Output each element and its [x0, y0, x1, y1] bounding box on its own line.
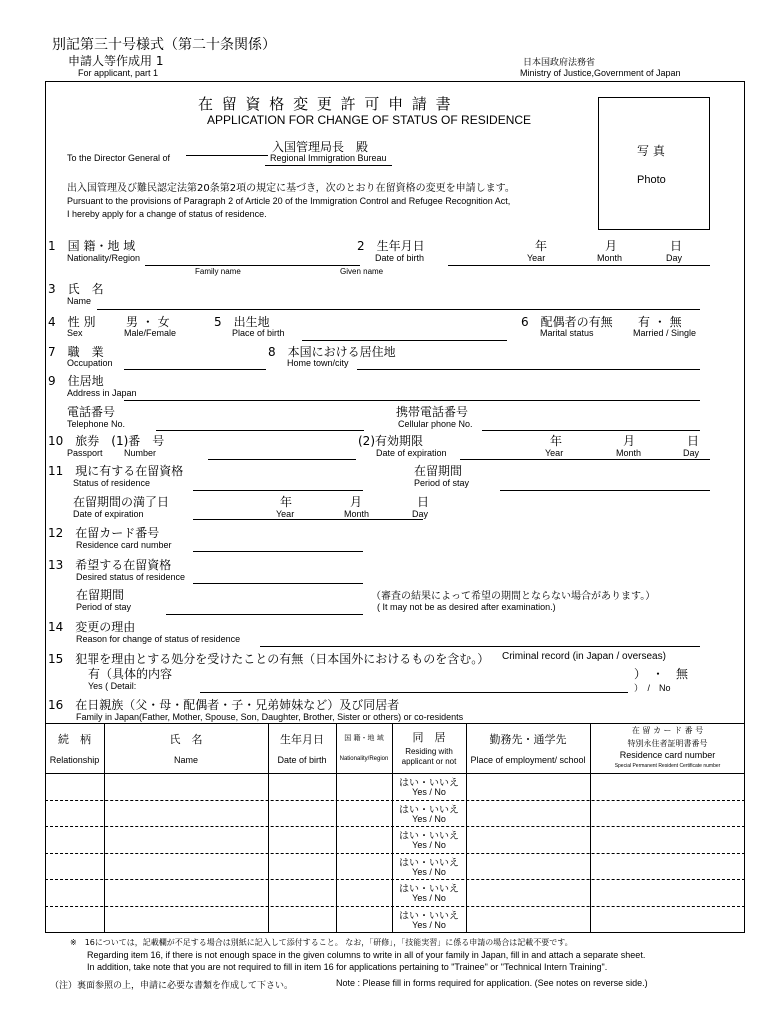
residing-yes-no-jp[interactable]: はい・いいえ	[399, 884, 459, 896]
telephone-label-en: Telephone No.	[67, 419, 126, 429]
period-label-en: Period of stay	[414, 478, 470, 488]
photo-box	[598, 97, 710, 230]
title-en: APPLICATION FOR CHANGE OF STATUS OF RESIDENCE	[207, 113, 532, 127]
address-field[interactable]	[124, 400, 700, 401]
sex-options-jp[interactable]: 男 ・ 女	[126, 315, 170, 329]
marital-options-en: Married / Single	[633, 328, 697, 338]
criminal-no-jp[interactable]: ） ・ 無	[634, 667, 689, 681]
header-card-jp: 在 留 カ ー ド 番 号	[631, 726, 704, 735]
field-8-label-en: Home town/city	[287, 358, 349, 368]
telephone-label-jp: 電話番号	[67, 405, 116, 419]
expiry-month-jp: 月	[350, 495, 363, 509]
passport-expiry-label-en: Date of expiration	[376, 448, 447, 458]
field-10-label-jp: 10 旅券 (1)番 号	[48, 434, 165, 448]
marital-options-jp[interactable]: 有 ・ 無	[638, 315, 682, 329]
current-status-field[interactable]	[193, 490, 363, 491]
bureau-jp: 入国管理局長 殿	[272, 140, 369, 154]
residing-yes-no-jp[interactable]: はい・いいえ	[399, 831, 459, 843]
residing-yes-no-jp[interactable]: はい・いいえ	[399, 778, 459, 789]
expiry-year-jp: 年	[280, 495, 293, 509]
bureau-underline	[265, 165, 392, 166]
day-jp: 日	[670, 239, 683, 253]
residing-yes-no-jp[interactable]: はい・いいえ	[399, 911, 459, 922]
field-1-label-jp: 1 国 籍・地 域	[48, 239, 136, 253]
field-5-label-jp: 5 出生地	[214, 315, 270, 329]
month-en: Month	[597, 253, 623, 263]
desired-period-field[interactable]	[166, 614, 363, 615]
residing-yes-no-en: Yes / No	[412, 787, 446, 797]
expiry-day-jp: 日	[417, 495, 430, 509]
given-name-label: Given name	[340, 267, 384, 276]
header-residing-en: Residing with applicant or not	[401, 747, 457, 766]
field-3-label-jp: 3 氏 名	[48, 282, 104, 296]
cellphone-field[interactable]	[482, 430, 700, 431]
header-name-jp: 氏 名	[169, 733, 203, 746]
bottom-note-en: Note : Please fill in forms required for application. (See notes on reverse side.)	[336, 978, 648, 988]
year-jp: 年	[535, 239, 548, 253]
residing-yes-no-jp[interactable]: はい・いいえ	[399, 857, 459, 869]
field-16-label-jp: 16 在日親族（父・母・配偶者・子・兄弟姉妹など）及び同居者	[48, 698, 400, 712]
passport-day-jp: 日	[687, 434, 700, 448]
passport-year-en: Year	[545, 448, 564, 458]
header-employment-jp: 勤務先・通学先	[489, 733, 567, 746]
header-nationality-en: Nationality/Region	[339, 756, 389, 762]
field-7-label-en: Occupation	[67, 358, 113, 368]
hometown-field[interactable]	[357, 369, 700, 370]
residing-yes-no-en: Yes / No	[412, 920, 446, 930]
field-9-label-en: Address in Japan	[67, 388, 137, 398]
field-12-label-jp: 12 在留カード番号	[48, 526, 160, 540]
field-2-label-en: Date of birth	[375, 253, 425, 263]
header-card-en: Residence card number	[619, 750, 716, 760]
header-dob-jp: 生年月日	[280, 733, 324, 746]
field-13-label-en: Desired status of residence	[76, 572, 186, 582]
field-11-label-jp: 11 現に有する在留資格	[48, 464, 184, 478]
field-1-label-en: Nationality/Region	[67, 253, 141, 263]
residing-yes-no-en: Yes / No	[412, 893, 446, 904]
nationality-field[interactable]	[145, 265, 360, 266]
passport-day-en: Day	[683, 448, 700, 458]
criminal-yes-jp[interactable]: 有（具体的内容	[88, 667, 173, 681]
to-director-en: To the Director General of	[67, 153, 171, 163]
expiry-year-en: Year	[276, 509, 295, 519]
bureau-blank[interactable]	[186, 155, 268, 156]
declaration-en-2: I hereby apply for a change of status of residence.	[67, 209, 267, 219]
month-jp: 月	[605, 239, 618, 253]
field-5-label-en: Place of birth	[232, 328, 285, 338]
field-15-label-jp: 15 犯罪を理由とする処分を受けたことの有無（日本国外におけるものを含む。）	[48, 652, 490, 666]
header-card-en-2: Special Permanent Resident Certificate number	[614, 763, 721, 769]
residing-yes-no-en: Yes / No	[412, 813, 446, 824]
passport-year-jp: 年	[550, 434, 563, 448]
expiry-date-field[interactable]	[193, 519, 423, 520]
year-en: Year	[527, 253, 546, 263]
declaration-en-1: Pursuant to the provisions of Paragraph 2 of Article 20 of the Immigration Control and Refugee Recognition Act,	[67, 196, 511, 206]
passport-month-en: Month	[616, 448, 642, 458]
field-7-label-jp: 7 職 業	[48, 345, 104, 359]
photo-label-jp: 写 真	[637, 144, 665, 158]
occupation-field[interactable]	[124, 369, 266, 370]
ministry-jp: 日本国政府法務省	[523, 58, 596, 68]
header-employment-en: Place of employment/ school	[470, 755, 586, 765]
criminal-yes-en: Yes ( Detail:	[88, 681, 137, 691]
passport-expiry-field[interactable]	[460, 459, 710, 460]
passport-number-field[interactable]	[208, 459, 356, 460]
period-label-jp: 在留期間	[414, 464, 463, 478]
field-6-label-en: Marital status	[540, 328, 594, 338]
ministry-en: Ministry of Justice,Government of Japan	[520, 68, 681, 78]
header-card-jp-2: 特別永住者証明書番号	[627, 739, 708, 748]
field-16-label-en: Family in Japan(Father, Mother, Spouse, Son, Daughter, Brother, Sister or others) or co-residents	[76, 712, 464, 722]
field-3-label-en: Name	[67, 296, 92, 306]
title-jp: 在 留 資 格 変 更 許 可 申 請 書	[198, 95, 453, 113]
desired-period-label-jp: 在留期間	[76, 588, 125, 602]
criminal-no-en: ） / No	[634, 683, 671, 693]
passport-label-en: Passport	[67, 448, 103, 458]
footnote-jp: ※ 16については，記載欄が不足する場合は別紙に記入して添付すること。 なお，「研修」，「技能実習」に係る申請の場合は記載不要です。	[70, 938, 573, 947]
field-8-label-jp: 8 本国における居住地	[268, 345, 396, 359]
passport-month-jp: 月	[623, 434, 636, 448]
field-4-label-jp: 4 性 別	[48, 315, 96, 329]
form-number: 別記第三十号様式（第二十条関係）	[52, 37, 276, 53]
family-name-label: Family name	[195, 267, 241, 276]
current-period-field[interactable]	[500, 490, 710, 491]
field-15-label-en: Criminal record (in Japan / overseas)	[502, 651, 666, 662]
field-6-label-jp: 6 配偶者の有無	[521, 315, 613, 329]
declaration-jp: 出入国管理及び難民認定法第20条第2項の規定に基づき，次のとおり在留資格の変更を申請します。	[67, 183, 515, 194]
dob-field[interactable]	[448, 265, 710, 266]
footnote-en-2: In addition, take note that you are not required to fill in item 16 for applications pertaining to "Trainee" or "Technical Intern Training".	[87, 962, 608, 972]
passport-number-label-en: Number	[124, 448, 157, 458]
desired-period-note-en: ( It may not be as desired after examination.)	[377, 602, 556, 612]
footnote-en-1: Regarding item 16, if there is not enough space in the given columns to write in all of your family in Japan, fill in and attach a separate sheet.	[87, 950, 646, 960]
field-9-label-jp: 9 住居地	[48, 374, 104, 388]
passport-expiry-label-jp: (2)有効期限	[358, 434, 423, 448]
applicant-part-jp: 申請人等作成用 1	[68, 54, 164, 68]
applicant-part-en: For applicant, part 1	[78, 68, 159, 78]
expiry-label-jp: 在留期間の満了日	[73, 495, 170, 509]
telephone-field[interactable]	[156, 430, 364, 431]
desired-period-label-en: Period of stay	[76, 602, 132, 612]
field-11-label-en: Status of residence	[73, 478, 151, 488]
header-residing-jp: 同 居	[412, 731, 446, 744]
residing-yes-no-en: Yes / No	[412, 866, 446, 877]
field-14-label-jp: 14 変更の理由	[48, 620, 136, 634]
residence-card-field[interactable]	[193, 551, 363, 552]
day-en: Day	[666, 253, 683, 263]
desired-period-note-jp: （審査の結果によって希望の期間とならない場合があります。）	[371, 591, 656, 602]
header-relationship-jp: 続 柄	[58, 733, 91, 746]
bottom-note-jp: （注）裏面参照の上，申請に必要な書類を作成して下さい。	[50, 981, 294, 991]
bureau-en: Regional Immigration Bureau	[270, 153, 387, 163]
header-dob-en: Date of birth	[277, 755, 327, 765]
residing-yes-no-en: Yes / No	[412, 840, 446, 851]
header-relationship-en: Relationship	[49, 755, 100, 765]
header-name-en: Name	[173, 755, 198, 765]
residing-yes-no-jp[interactable]: はい・いいえ	[399, 804, 459, 816]
header-nationality-jp: 国 籍・地 域	[344, 734, 384, 742]
birthplace-field[interactable]	[302, 340, 507, 341]
table-top-border	[45, 723, 745, 724]
field-2-label-jp: 2 生年月日	[357, 239, 425, 253]
field-14-label-en: Reason for change of status of residence	[76, 634, 241, 644]
reason-field[interactable]	[260, 646, 700, 647]
photo-label-en: Photo	[637, 174, 666, 186]
desired-status-field[interactable]	[193, 583, 363, 584]
criminal-detail-field[interactable]	[200, 692, 628, 693]
field-13-label-jp: 13 希望する在留資格	[48, 558, 172, 572]
expiry-label-en: Date of expiration	[73, 509, 144, 519]
name-field[interactable]	[97, 309, 700, 310]
expiry-month-en: Month	[344, 509, 370, 519]
field-4-label-en: Sex	[67, 328, 83, 338]
cellphone-label-en: Cellular phone No.	[398, 419, 473, 429]
expiry-day-en: Day	[412, 509, 429, 519]
sex-options-en: Male/Female	[124, 328, 177, 338]
cellphone-label-jp: 携帯電話番号	[396, 405, 469, 419]
field-12-label-en: Residence card number	[76, 540, 172, 550]
